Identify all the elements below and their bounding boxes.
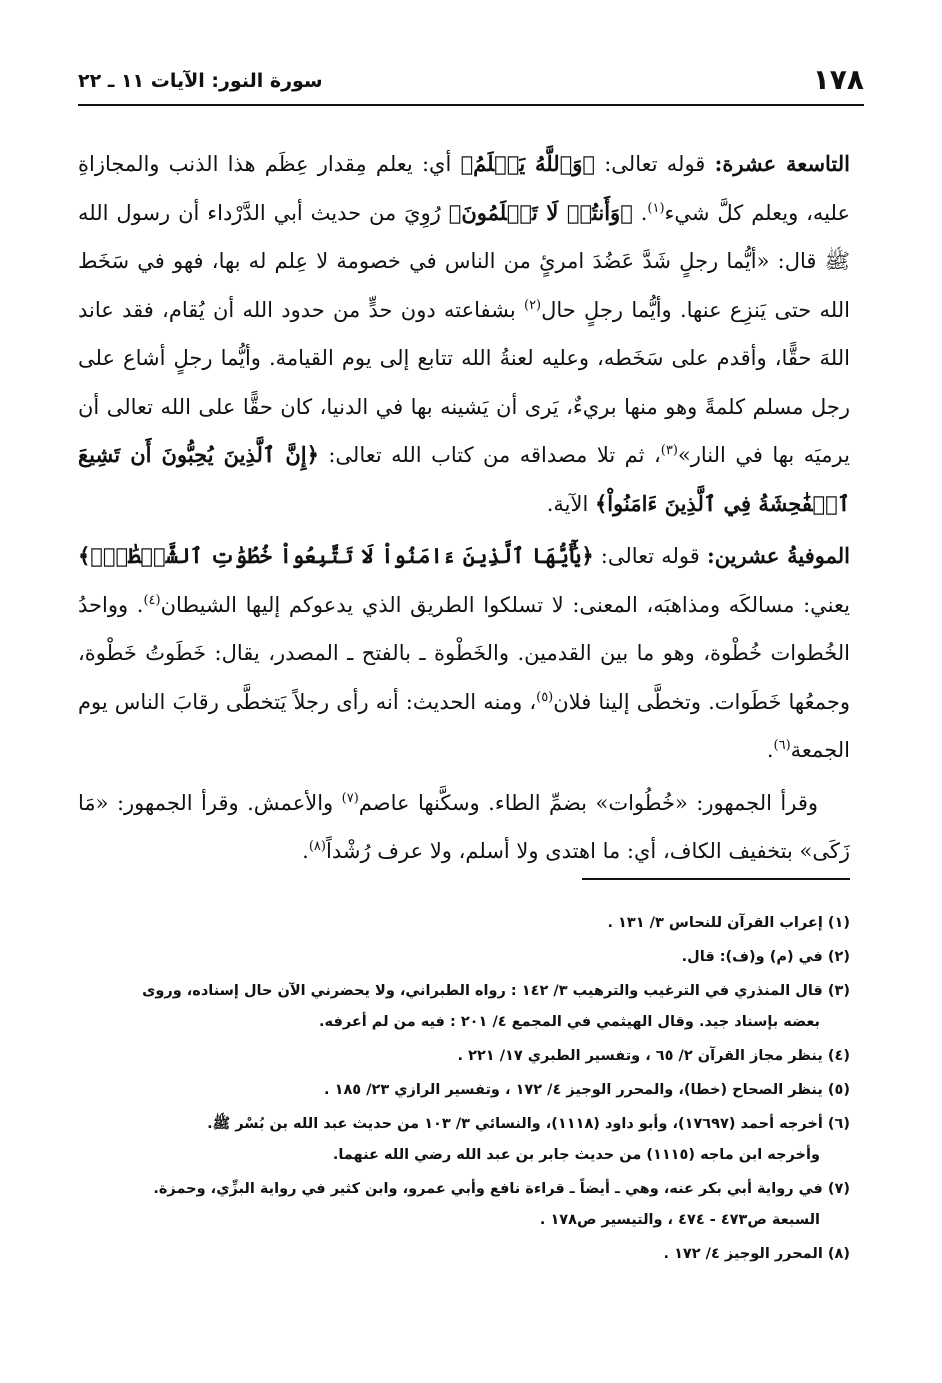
text-run: أي: يعلم مِقدار عِظَم هذا الذنب والمجازاةِ عليه، ويعلم كلَّ شيء — [78, 152, 850, 225]
page-number: ١٧٨ — [812, 63, 864, 96]
header-rule — [78, 104, 864, 106]
quran-verse: ﴿وَٱللَّهُ يَعۡلَمُ﴾ — [460, 151, 595, 176]
running-title: سورة النور: الآيات ١١ ـ ٢٢ — [78, 70, 323, 92]
text-run: . — [302, 839, 309, 863]
footnote-item — [78, 1174, 850, 1236]
footnote-text: إعراب القرآن للنحاس ٣/ ١٣١ . — [607, 915, 823, 931]
paragraph-nineteenth — [78, 140, 850, 528]
footnote-number: (٢) — [827, 949, 850, 965]
footnote-text: أخرجه أحمد (١٧٦٩٧)، وأبو داود (١١١٨)، والنسائي ٣/ ١٠٣ من حديث عبد الله بن بُسْر ﷺ. — [207, 1116, 823, 1132]
footnote-ref[interactable]: (٢) — [523, 297, 542, 313]
text-run: الآية. — [546, 491, 595, 516]
text-run: قوله تعالى: — [594, 152, 715, 176]
text-run: وقرأ الجمهور: «خُطُوات» بضمِّ الطاء. وسكَّنها عاصم — [358, 790, 818, 815]
footnotes — [78, 908, 850, 1273]
quran-verse: ﴿إِنَّ ٱلَّذِينَ يُحِبُّونَ أَن تَشِيعَ ٱلۡفَٰحِشَةُ فِي ٱلَّذِينَ ءَامَنُواْ﴾ — [78, 442, 850, 516]
footnote-ref[interactable]: (٧) — [341, 790, 359, 806]
footnote-ref[interactable]: (٦) — [773, 738, 791, 753]
footnote-number: (٨) — [827, 1246, 850, 1262]
footnote-text: في (م) و(ف): قال. — [681, 949, 823, 965]
footnote-number: (٤) — [827, 1048, 850, 1064]
footnote-item — [78, 1239, 850, 1270]
footnote-number: (٥) — [827, 1082, 850, 1098]
text-run: بشفاعته دون حدٍّ من حدود الله أن يُقام، فقد عاند اللهَ حقًّا، وأقدم على سَخَطه، وعليه لعنةُ الله تتابع إلى يوم القيامة. وأيُّما رجلٍ أشاع على رجل مسلم كلمةً وهو منها بريءٌ، يَرى أن يَشينه بها في الدنيا، كان حقًّا على الله تعالى أن يرميَه بها في النار» — [78, 297, 850, 467]
text-run: . — [766, 738, 774, 762]
page-header — [78, 62, 864, 106]
footnote-text: ينظر مجاز القرآن ٢/ ٦٥ ، وتفسير الطبري ١٧/ ٢٢١ . — [457, 1048, 823, 1064]
text-run: . — [632, 200, 648, 225]
quran-verse: ﴿يَٰٓأَيُّهَا ٱلَّذِينَ ءَامَنُواْ لَا تَتَّبِعُواْ خُطُوَٰتِ ٱلشَّيۡطَٰنِۚ﴾ — [78, 543, 594, 568]
footnote-continuation: وأخرجه ابن ماجه (١١١٥) من حديث جابر بن عبد الله رضي الله عنهما. — [332, 1147, 820, 1163]
footnote-item — [78, 1075, 850, 1106]
footnote-ref[interactable]: (٨) — [308, 839, 326, 854]
footnote-item — [78, 1109, 850, 1171]
footnote-text: ينظر الصحاح (خطا)، والمحرر الوجيز ٤/ ١٧٢ ، وتفسير الرازي ٢٣/ ١٨٥ . — [324, 1082, 823, 1098]
quran-verse: ﴿وَأَنتُمۡ لَا تَعۡلَمُونَ﴾ — [448, 199, 633, 225]
text-run: والأعمش. وقرأ الجمهور: «مَا زَكَى» بتخفيف الكاف، أي: ما اهتدى ولا أسلم، ولا عرف رُشْداً — [78, 790, 850, 863]
footnote-ref[interactable]: (٣) — [660, 443, 678, 458]
text-run: ، ثم تلا مصداقه من كتاب الله تعالى: — [318, 443, 661, 467]
section-lead: التاسعة عشرة: — [714, 151, 851, 176]
footnote-ref[interactable]: (٤) — [143, 592, 161, 608]
footnote-text: في رواية أبي بكر عنه، وهي ـ أيضاً ـ قراءة نافع وأبي عمرو، وابن كثير في رواية البزِّي، وحمزة. — [153, 1181, 823, 1197]
footnote-item — [78, 976, 850, 1038]
footnote-continuation: بعضه بإسناد جيد. وقال الهيثمي في المجمع ٤/ ٢٠١ : فيه من لم أعرفه. — [319, 1014, 820, 1030]
footnote-separator — [582, 878, 850, 880]
text-run: قوله تعالى: — [593, 544, 707, 568]
footnote-number: (٣) — [827, 983, 850, 999]
text-run: يعني: مسالكَه ومذاهبَه، المعنى: لا تسلكوا الطريق الذي يدعوكم إليها الشيطان — [160, 592, 850, 617]
paragraph-twentieth — [78, 532, 850, 775]
footnote-item — [78, 908, 850, 939]
text-run: رُوِيَ من حديث أبي الدَّرْداء أن رسول الله ﷺ قال: «أيُّما رجلٍ شَدَّ عَضُدَ امرئٍ من الناس في خصومة لا عِلم له بها، فهو في سَخَط الله حتى يَنزِع عنها. وأيُّما رجلٍ حال — [78, 200, 850, 322]
section-lead: الموفيةُ عشرين: — [706, 543, 850, 568]
footnote-number: (١) — [827, 915, 850, 931]
footnote-ref[interactable]: (١) — [647, 200, 665, 216]
footnote-number: (٦) — [827, 1116, 850, 1132]
footnote-number: (٧) — [827, 1181, 850, 1197]
footnote-text: قال المنذري في الترغيب والترهيب ٣/ ١٤٢ : رواه الطبراني، ولا يحضرني الآن حال إسناده، وروى — [142, 983, 823, 999]
text-run: ، ومنه الحديث: أنه رأى رجلاً يَتخطَّى رقابَ الناس يوم الجمعة — [78, 689, 850, 762]
footnote-ref[interactable]: (٥) — [536, 689, 554, 705]
text-run: . وواحدُ الخُطوات خُطْوة، وهو ما بين القدمين. والخَطْوة ـ بالفتح ـ المصدر، يقال: خَطَوتُ خَطْوة، وجمعُها خَطَوات. وتخطَّى إلينا فلان — [78, 592, 851, 714]
footnote-item — [78, 1041, 850, 1072]
body-text — [78, 140, 850, 876]
paragraph-readings — [78, 779, 850, 876]
footnote-item — [78, 942, 850, 973]
footnote-text: المحرر الوجيز ٤/ ١٧٢ . — [663, 1246, 823, 1262]
footnote-continuation: السبعة ص٤٧٣ - ٤٧٤ ، والتيسير ص١٧٨ . — [539, 1212, 820, 1228]
